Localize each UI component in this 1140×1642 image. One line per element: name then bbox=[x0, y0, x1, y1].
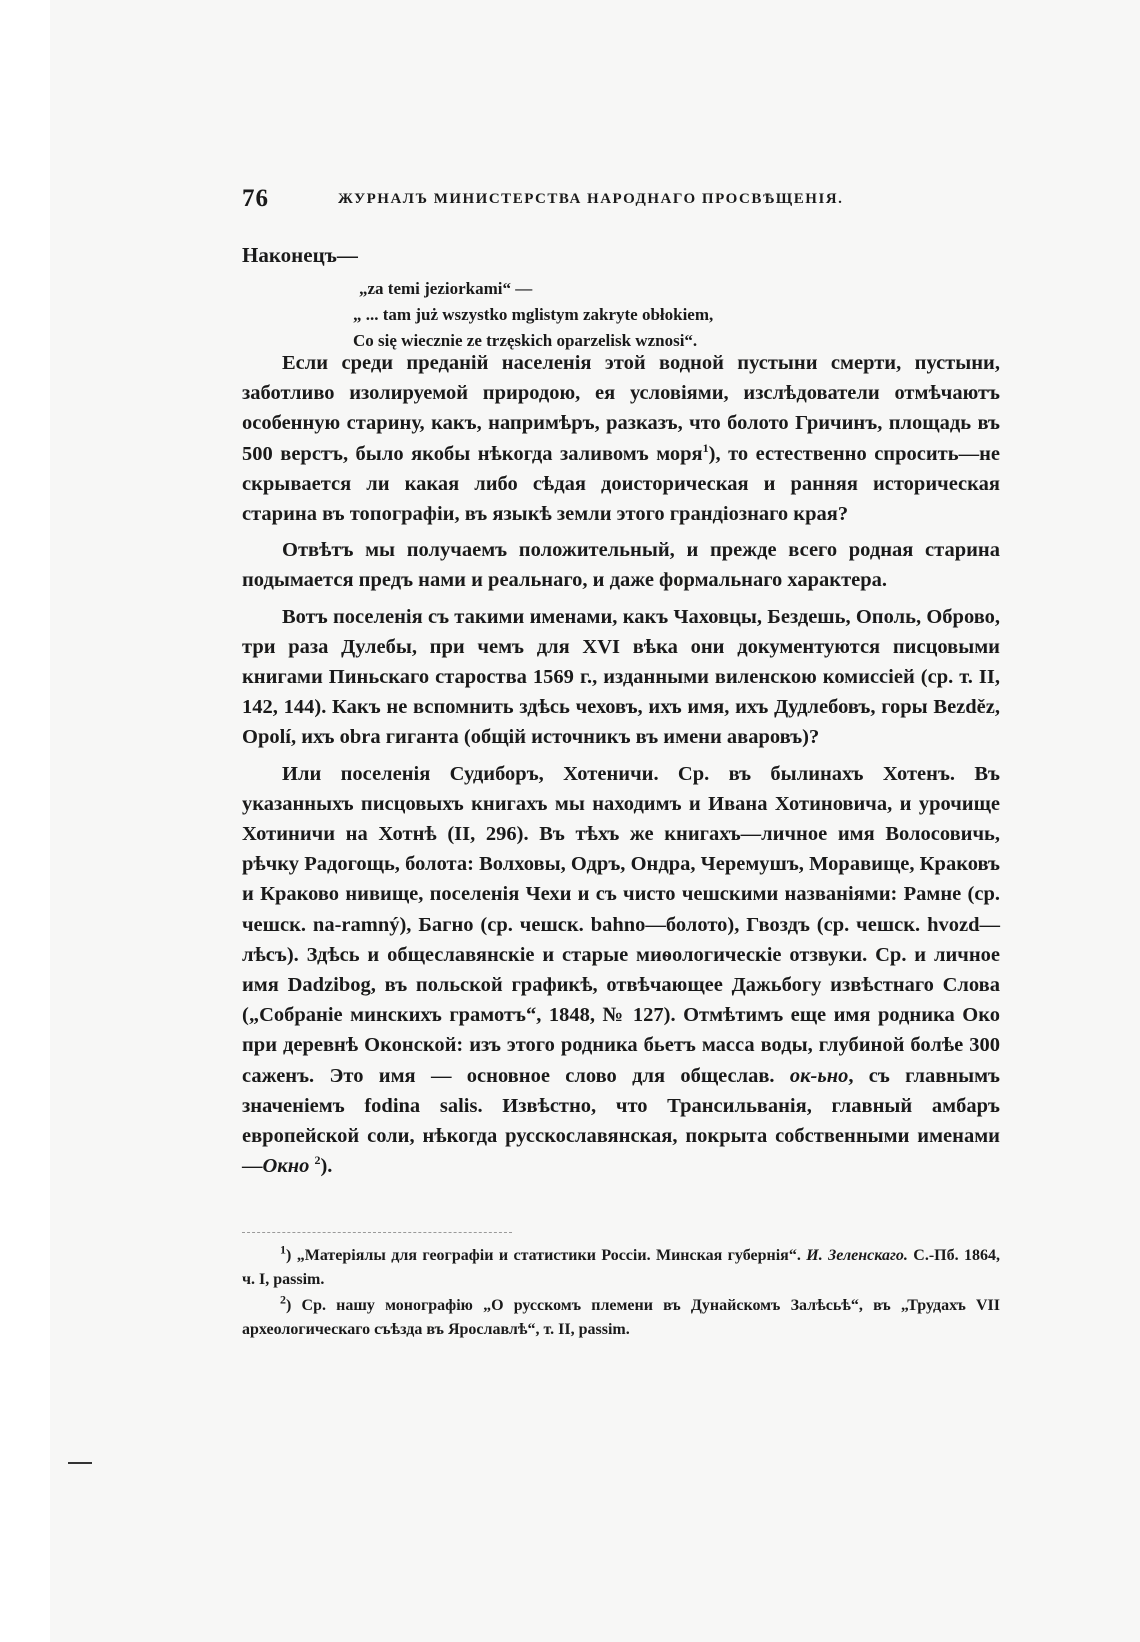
paragraph-text: Отвѣтъ мы получаемъ положительный, и прежде всего родная старина подымается предъ нами и реальнаго, и даже формальнаго характера. bbox=[242, 539, 1000, 592]
footnote-separator bbox=[242, 1232, 512, 1233]
footnote bbox=[242, 1244, 1000, 1292]
footnote-text: ) Ср. нашу монографію „О русскомъ племени въ Дунайскомъ Залѣсьѣ“, въ „Трудахъ VII археологическаго съѣзда въ Ярославлѣ“, т. II, passim. bbox=[242, 1297, 1000, 1338]
paragraph bbox=[242, 535, 1000, 595]
footnote-ref: 1 bbox=[702, 440, 709, 455]
footnote-ref: 2 bbox=[314, 1153, 321, 1168]
paragraph-text: Если среди преданій населенія этой водной пустыни смерти, пустыни, заботливо изолируемой природою, ея условіями, изслѣдователи отмѣчаютъ особенную старину, какъ, напримѣръ, разказъ, что болото Гричинъ, площадь въ 500 верстъ, было якобы нѣкогда заливомъ моря bbox=[242, 352, 1000, 465]
paragraph bbox=[242, 602, 1000, 753]
footnote-mark: 1 bbox=[280, 1242, 286, 1257]
poem-line: Co się wiecznie ze trzęskich oparzelisk wznosi“. bbox=[353, 331, 698, 350]
footnote-text: ) „Матеріялы для географіи и статистики Россіи. Минская губернія“. bbox=[286, 1247, 801, 1264]
intro-line: Наконецъ— bbox=[242, 243, 358, 267]
poem-line: „za temi jeziorkami“ — bbox=[359, 279, 533, 298]
emphasis: Окно bbox=[262, 1155, 310, 1178]
emphasis: ок-ьно bbox=[789, 1064, 849, 1087]
paragraph-text: ). bbox=[320, 1155, 333, 1178]
emphasis: И. Зеленскаго. bbox=[806, 1247, 908, 1264]
running-header bbox=[242, 185, 1002, 215]
paragraph bbox=[242, 759, 1000, 1182]
body-text bbox=[242, 348, 1000, 1181]
paragraph-text: ), то естественно спросить—не скрывается ли какая либо сѣдая доисторическая и ранняя историческая старина въ топографіи, въ языкѣ земли этого грандіознаго края? bbox=[242, 442, 1000, 526]
paragraph-text: Вотъ поселенія съ такими именами, какъ Чаховцы, Бездешь, Ополь, Оброво, три раза Дулебы, при чемъ для XVI вѣка они документуются писцовыми книгами Пиньскаго староства 1569 г., изданными виленскою комиссіей (ср. т. II, 142, 144). Какъ не вспомнить здѣсь чеховъ, ихъ имя, ихъ Дудлебовъ, горы Bezděz, Opolí, ихъ obra гиганта (общій источникъ въ имени аваровъ)? bbox=[242, 605, 1000, 749]
margin-mark bbox=[68, 1462, 92, 1464]
footnotes bbox=[242, 1244, 1000, 1342]
paragraph bbox=[242, 348, 1000, 529]
paragraph-text: , съ главнымъ значеніемъ fodina salis. Извѣстно, что Трансильванія, главный амбаръ европейской соли, нѣкогда русскославянская, покрыта собственными именами— bbox=[242, 1064, 1000, 1178]
poem-line: „ ... tam już wszystko mglistym zakryte obłokiem, bbox=[353, 305, 714, 324]
running-title: ЖУРНАЛЪ МИНИСТЕРСТВА НАРОДНАГО ПРОСВѢЩЕНІЯ. bbox=[338, 191, 844, 207]
footnote-mark: 2 bbox=[280, 1292, 286, 1307]
footnote bbox=[242, 1294, 1000, 1342]
paragraph-text: Или поселенія Судиборъ, Хотеничи. Ср. въ былинахъ Хотенъ. Въ указанныхъ писцовыхъ книгахъ мы находимъ и Ивана Хотиновича, и урочище Хотиничи на Хотнѣ (II, 296). Въ тѣхъ же книгахъ—личное имя Волосовичь, рѣчку Радогощь, болота: Волховы, Одръ, Ондра, Черемушъ, Моравище, Краковъ и Краково нивище, поселенія Чехи и съ чисто чешскими названіями: Рамне (ср. чешск. na-ramný), Багно (ср. чешск. bahno—болото), Гвоздъ (ср. чешск. hvozd—лѣсъ). Здѣсь и общеславянскіе и старые миѳологическіе отзвуки. Ср. и личное имя Dadzibog, въ польской графикѣ, отвѣчающее Дажьбогу извѣстнаго Слова („Собраніе минскихъ грамотъ“, 1848, № 127). Отмѣтимъ еще имя родника Око при деревнѣ Оконской: изъ этого родника бьетъ масса воды, глубиной болѣе 300 саженъ. Это имя — основное слово для общеслав. bbox=[242, 762, 1000, 1087]
poem-quote bbox=[353, 276, 953, 354]
footnote-text: С.-Пб. 1864, ч. I, passim. bbox=[242, 1247, 1001, 1288]
page-number: 76 bbox=[242, 185, 269, 212]
